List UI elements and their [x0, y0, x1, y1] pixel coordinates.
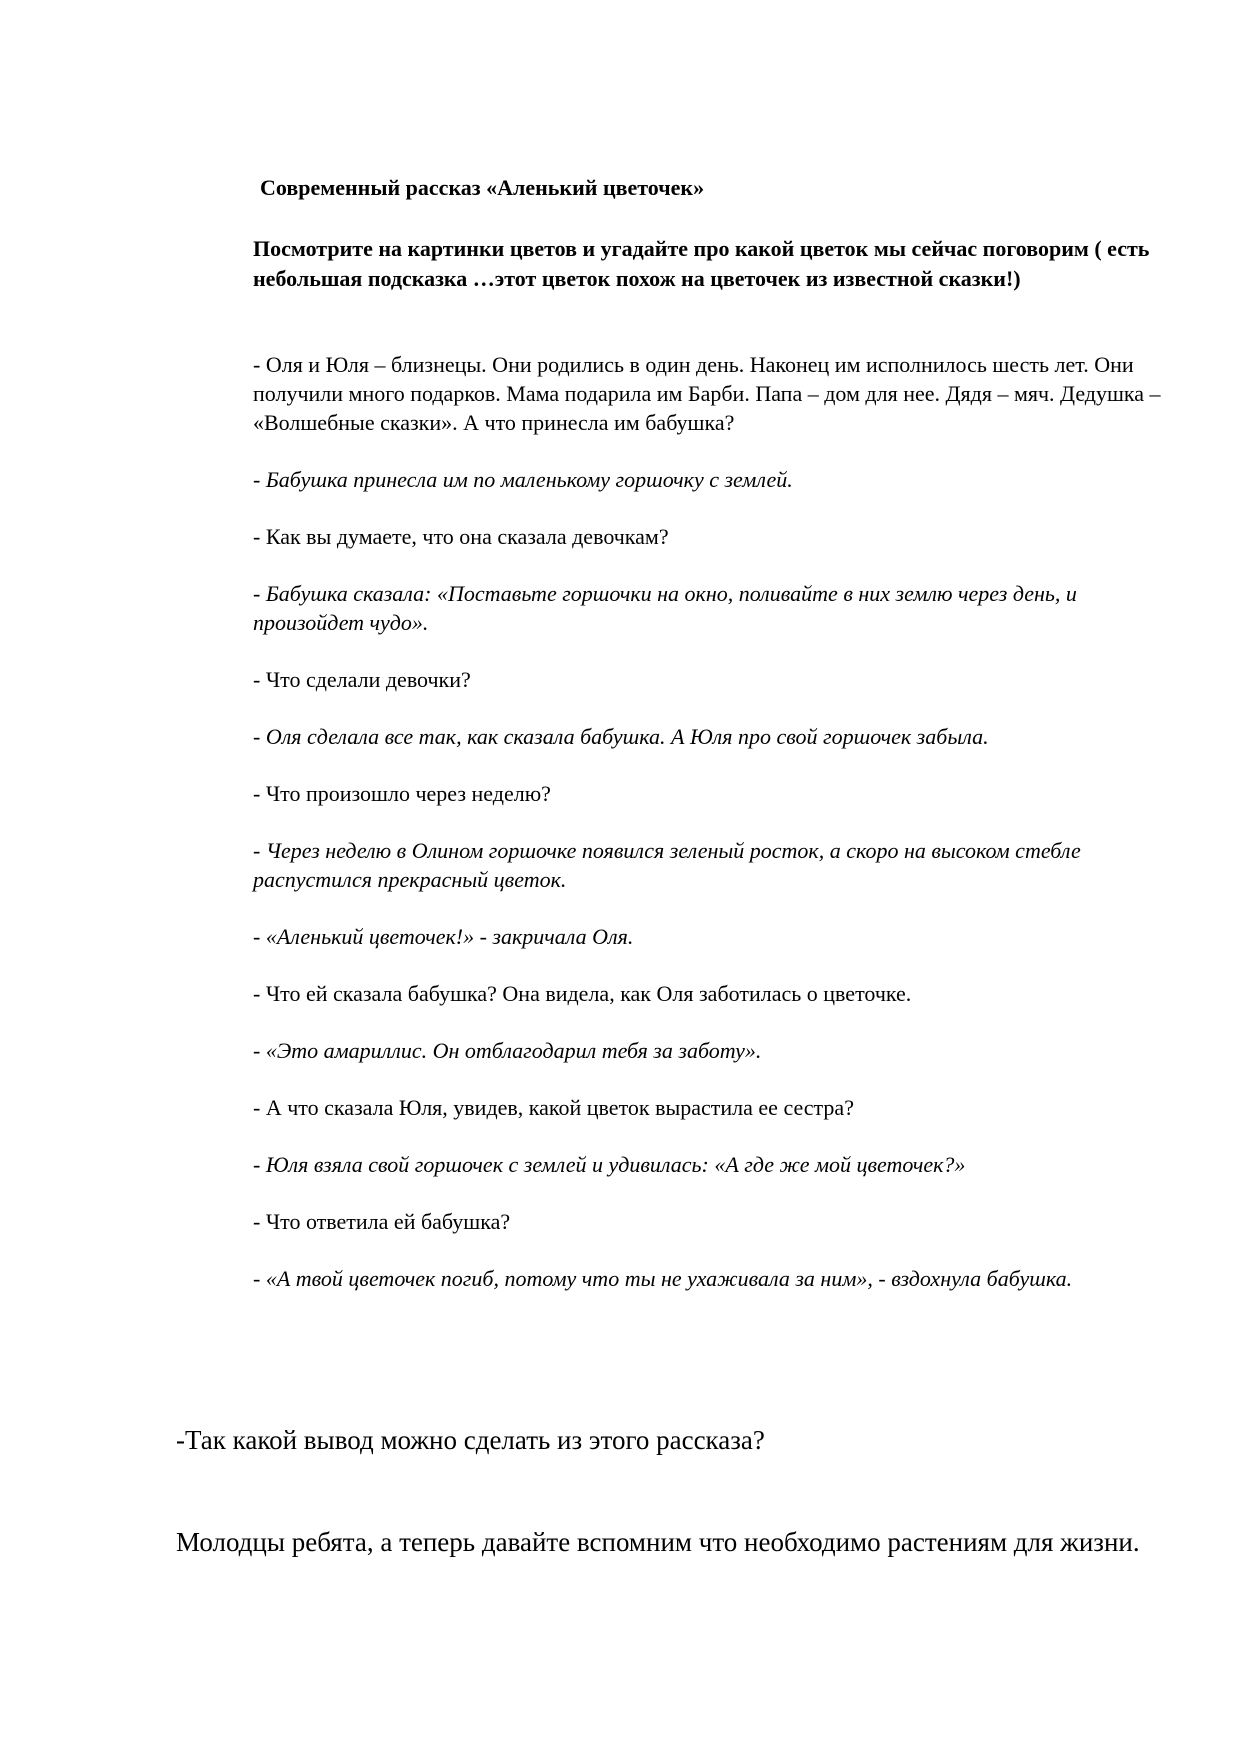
- dialogue-line: - Через неделю в Олином горшочке появился зеленый росток, а скоро на высоком стебле распустился прекрасный цветок.: [253, 838, 1081, 892]
- dialogue-line: - «Это амариллис. Он отблагодарил тебя за заботу».: [253, 1038, 762, 1063]
- dialogue-line: - Как вы думаете, что она сказала девочкам?: [253, 524, 669, 549]
- intro-paragraph: Посмотрите на картинки цветов и угадайте про какой цветок мы сейчас поговорим ( есть небольшая подсказка …этот цветок похож на цветочек из известной сказки!): [253, 236, 1150, 291]
- dialogue-line: - «Аленький цветочек!» - закричала Оля.: [253, 924, 634, 949]
- page-title: Современный рассказ «Аленький цветочек»: [260, 175, 705, 200]
- dialogue-line: - Бабушка принесла им по маленькому горшочку с землей.: [253, 467, 793, 492]
- closing-paragraph: Молодцы ребята, а теперь давайте вспомним что необходимо растениям для жизни.: [176, 1527, 1140, 1557]
- conclusion-question: -Так какой вывод можно сделать из этого рассказа?: [176, 1425, 765, 1455]
- dialogue-line: - «А твой цветочек погиб, потому что ты не ухаживала за ним», - вздохнула бабушка.: [253, 1266, 1073, 1291]
- dialogue-line: - Юля взяла свой горшочек с землей и удивилась: «А где же мой цветочек?»: [253, 1152, 966, 1177]
- dialogue-line: - Оля и Юля – близнецы. Они родились в один день. Наконец им исполнилось шесть лет. Они получили много подарков. Мама подарила им Барби. Папа – дом для нее. Дядя – мяч. Дедушка – «Волшебные сказки». А что принесла им бабушка?: [253, 352, 1161, 435]
- dialogue-line: - Бабушка сказала: «Поставьте горшочки на окно, поливайте в них землю через день, и произойдет чудо».: [253, 581, 1077, 635]
- dialogue-block: [253, 350, 1173, 1321]
- dialogue-line: - Что ответила ей бабушка?: [253, 1209, 511, 1234]
- dialogue-line: - Что сделали девочки?: [253, 667, 471, 692]
- dialogue-line: - Что произошло через неделю?: [253, 781, 551, 806]
- dialogue-line: - А что сказала Юля, увидев, какой цветок вырастила ее сестра?: [253, 1095, 854, 1120]
- dialogue-line: - Что ей сказала бабушка? Она видела, как Оля заботилась о цветочке.: [253, 981, 912, 1006]
- dialogue-line: - Оля сделала все так, как сказала бабушка. А Юля про свой горшочек забыла.: [253, 724, 989, 749]
